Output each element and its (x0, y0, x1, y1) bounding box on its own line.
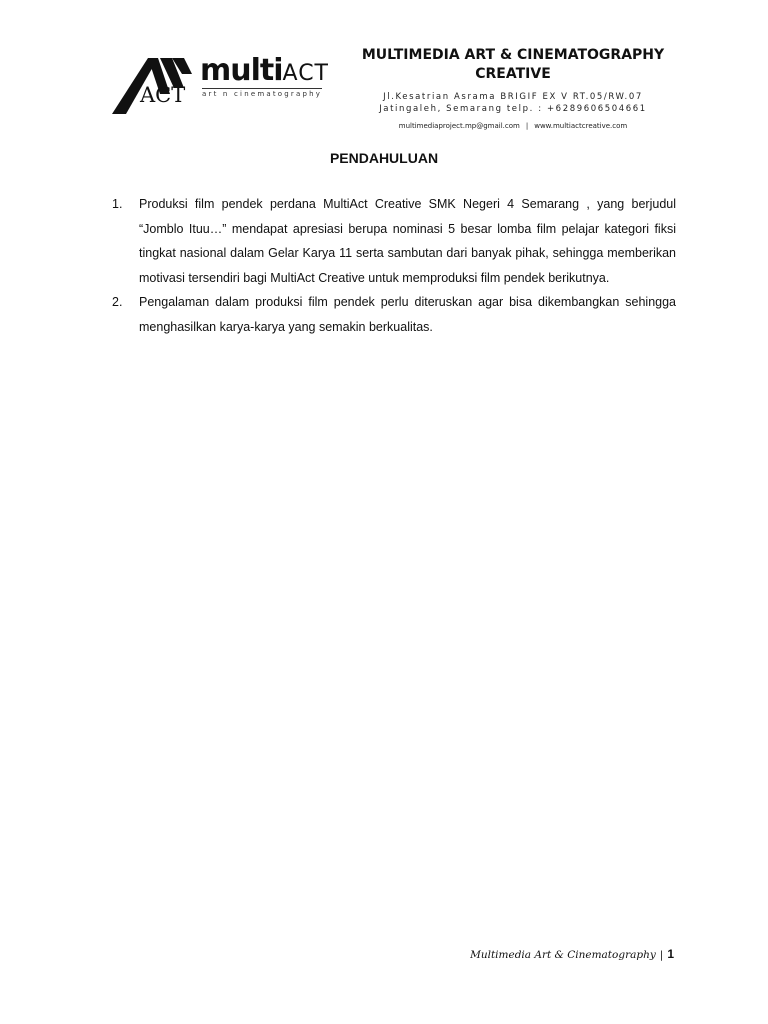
letterhead (0, 0, 768, 140)
address-line2: Jatingaleh, Semarang telp. : +6289606504661 (379, 104, 647, 114)
footer-text: Multimedia Art & Cinematography (470, 949, 656, 961)
org-name-line2: CREATIVE (475, 66, 551, 82)
logo-act-small: ACT (140, 83, 186, 107)
list-item-number: 1. (112, 197, 123, 211)
website-link[interactable]: www.multiactcreative.com (534, 122, 628, 130)
footer-separator: | (659, 949, 664, 961)
list-item-text: Produksi film pendek perdana MultiAct Creative SMK Negeri 4 Semarang , yang berjudul “Jomblo Ituu…” mendapat apresiasi berupa nominasi 5 besar lomba film pelajar kategori fiksi tingkat nasional dalam Gelar Karya 11 serta sambutan dari banyak pihak, sehingga memberikan motivasi tersendiri bagi MultiAct Creative untuk memproduksi film pendek berikutnya. (139, 197, 676, 285)
contact-line (358, 122, 668, 130)
page-title: PENDAHULUAN (329, 150, 439, 166)
organization-info (358, 46, 668, 130)
list-item (112, 192, 676, 290)
list-item-text: Pengalaman dalam produksi film pendek perlu diteruskan agar bisa dikembangkan sehingga menghasilkan karya-karya yang semakin berkualitas. (139, 295, 676, 334)
numbered-list (112, 192, 676, 339)
contact-separator: | (525, 122, 529, 130)
multiact-logo (112, 54, 342, 118)
address-line1: Jl.Kesatrian Asrama BRIGIF EX V RT.05/RW.07 (383, 92, 643, 102)
page-footer (470, 947, 674, 961)
logo-word-act: ACT (282, 61, 329, 86)
logo-tagline: art n cinematography (202, 90, 323, 98)
org-name-line1: MULTIMEDIA ART & CINEMATOGRAPHY (361, 47, 665, 63)
logo-wordmark (200, 53, 329, 89)
list-item (112, 290, 676, 339)
email-link[interactable]: multimediaproject.mp@gmail.com (398, 122, 520, 130)
list-item-number: 2. (112, 295, 123, 309)
page-number: 1 (667, 947, 674, 961)
logo-word-multi: multi (200, 53, 283, 88)
